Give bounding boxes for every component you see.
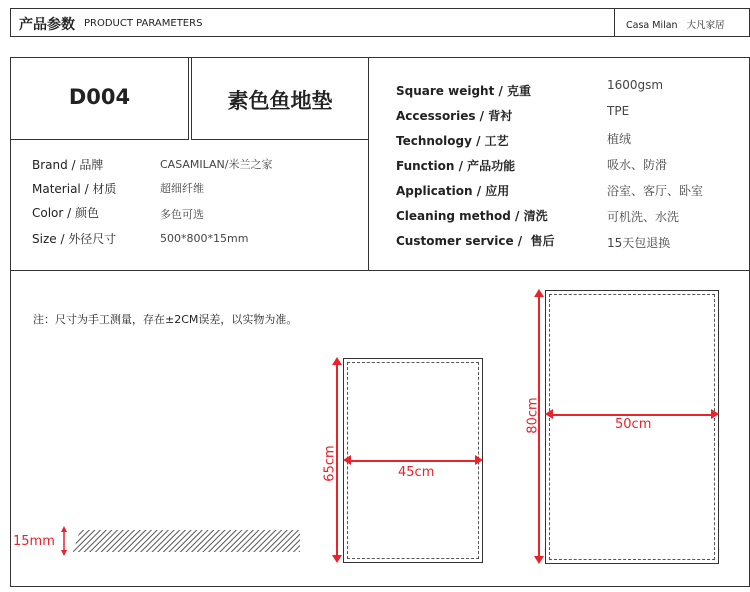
small-height-label: 65cm: [322, 445, 338, 482]
arrow-right-icon: [711, 409, 719, 419]
column-divider: [368, 58, 369, 271]
spec-value-weight: 1600gsm: [607, 78, 664, 92]
header-bar: [10, 8, 750, 37]
spec-value-accessories: TPE: [607, 104, 630, 118]
spec-label-weight: Square weight / 克重: [396, 84, 532, 98]
product-name: 素色鱼地垫: [227, 89, 333, 113]
spec-value-material: 超细纤维: [160, 182, 204, 195]
section-title: 产品参数: [19, 17, 75, 33]
thickness-label: 15mm: [13, 534, 55, 549]
arrow-head-up-icon: [61, 526, 67, 532]
spec-label-material: Material / 材质: [32, 182, 117, 196]
arrow-up-icon: [332, 357, 342, 365]
brand-name: Casa Milan 大凡家居: [626, 20, 725, 31]
arrow-down-icon: [332, 555, 342, 563]
spec-label-technology: Technology / 工艺: [396, 134, 509, 148]
section-divider: [11, 270, 749, 271]
arrow-right-icon: [475, 455, 483, 465]
spec-value-application: 浴室、客厅、卧室: [607, 184, 704, 198]
arrow-head-down-icon: [61, 550, 67, 556]
section-title-english: PRODUCT PARAMETERS: [84, 18, 203, 29]
large-height-label: 80cm: [525, 397, 541, 434]
arrow-up-icon: [534, 289, 544, 297]
product-name-box: [191, 58, 368, 140]
spec-label-service: Customer service / 售后: [396, 234, 555, 248]
spec-value-service: 15天包退换: [607, 236, 671, 250]
spec-label-color: Color / 颜色: [32, 206, 100, 220]
spec-value-brand: CASAMILAN/米兰之家: [160, 158, 273, 171]
spec-label-application: Application / 应用: [396, 184, 510, 198]
measurement-note: 注：尺寸为手工测量，存在±2CM误差，以实物为准。: [33, 313, 298, 326]
large-width-line: [548, 414, 716, 416]
spec-label-function: Function / 产品功能: [396, 159, 516, 173]
spec-label-cleaning: Cleaning method / 清洗: [396, 209, 548, 223]
arrow-left-icon: [545, 409, 553, 419]
mat-side-view: [73, 530, 300, 552]
spec-value-cleaning: 可机洗、水洗: [607, 210, 680, 224]
spec-value-technology: 植绒: [607, 132, 632, 146]
header-divider: [614, 9, 615, 36]
spec-label-accessories: Accessories / 背衬: [396, 109, 513, 123]
spec-label-size: Size / 外径尺寸: [32, 232, 117, 246]
arrow-down-icon: [534, 556, 544, 564]
spec-value-color: 多色可选: [160, 208, 204, 221]
spec-label-brand: Brand / 品牌: [32, 158, 104, 172]
small-width-line: [346, 460, 480, 462]
product-code: D004: [68, 85, 131, 109]
spec-value-size: 500*800*15mm: [160, 232, 249, 245]
large-width-label: 50cm: [615, 417, 652, 432]
small-width-label: 45cm: [398, 465, 435, 480]
spec-value-function: 吸水、防滑: [607, 158, 668, 172]
arrow-left-icon: [343, 455, 351, 465]
product-code-box: [11, 58, 189, 140]
